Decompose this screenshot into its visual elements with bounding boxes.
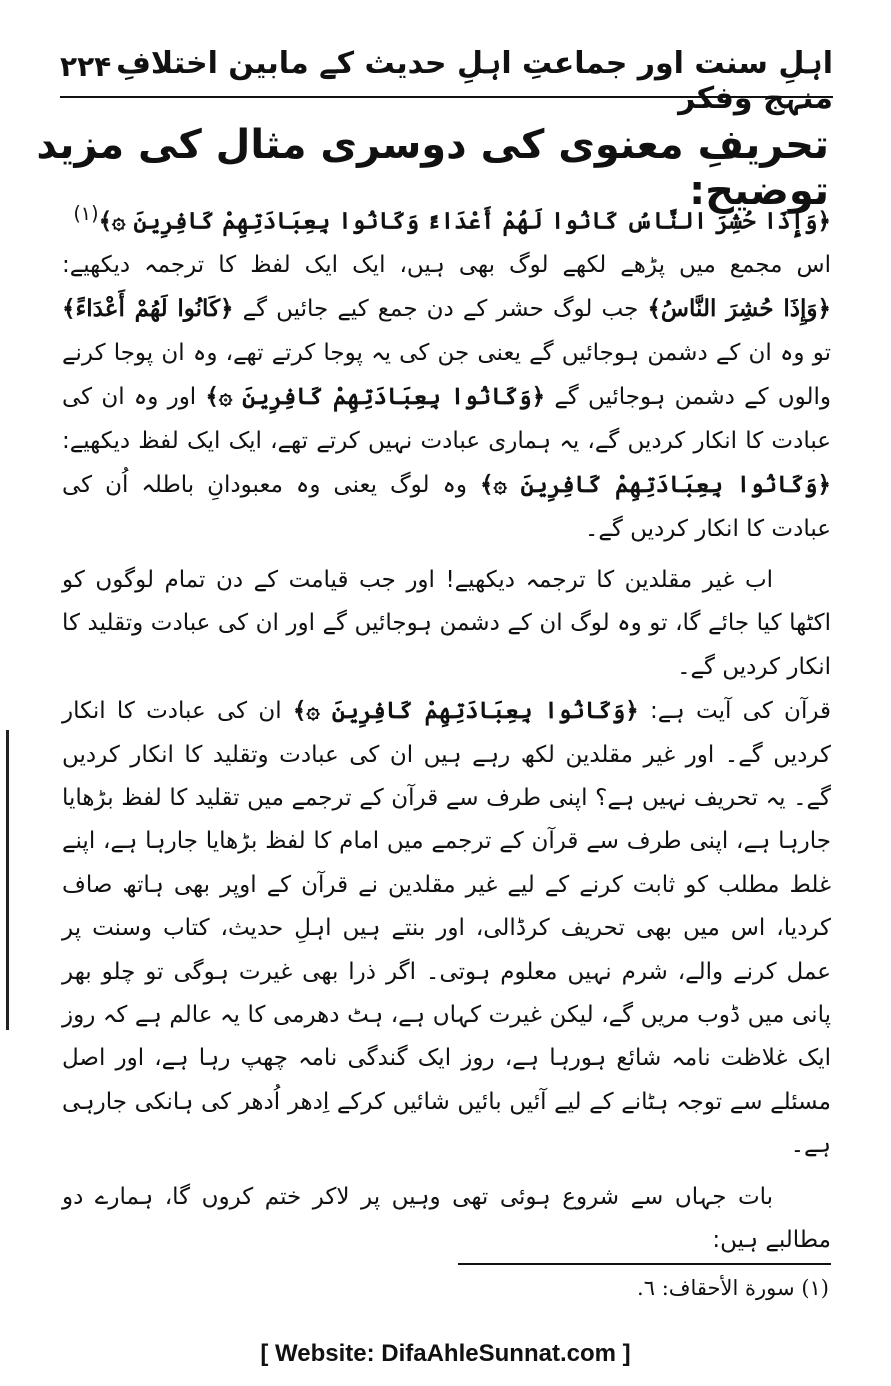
text-segment: جب لوگ حشر کے دن جمع کیے جائیں گے [242, 296, 639, 323]
quran-phrase: ﴿وَكَانُوا بِعِبَادَتِهِمْ كَافِرِينَ ۞﴾ [292, 697, 639, 725]
scan-edge-mark [6, 730, 9, 1030]
running-header [60, 40, 833, 116]
verse-paragraph [62, 192, 831, 244]
quran-verse: ﴿وَإِذَا حُشِرَ النَّاسُ كَانُوا لَهُمْ أَعْدَاءً وَكَانُوا بِعِبَادَتِهِمْ كَافِرِينَ ۞﴾ [98, 207, 831, 235]
footnote-ref: (۱) [73, 202, 99, 225]
page-number: ۲۲۴ [60, 50, 112, 83]
footnote [637, 1276, 829, 1300]
text-segment: اس مجمع میں پڑھے لکھے لوگ بھی ہیں، ایک ایک لفظ کا ترجمہ دیکھیے: [62, 252, 831, 279]
quran-phrase: ﴿وَكَانُوا بِعِبَادَتِهِمْ كَافِرِينَ ۞﴾ [480, 471, 832, 499]
section-heading: تحریفِ معنوی کی دوسری مثال کی مزید توضیح: [36, 122, 829, 214]
text-segment: اور وہ ان کی عبادت کا انکار کردیں گے، یہ ہماری عبادت نہیں کرتے تھے، ایک ایک لفظ دیکھیے: [62, 384, 831, 454]
footnote-text: سورة الأحقاف: ٦. [637, 1276, 795, 1300]
quran-phrase: ﴿وَكَانُوا بِعِبَادَتِهِمْ كَافِرِينَ ۞﴾ [205, 383, 546, 411]
running-title: اہلِ سنت اور جماعتِ اہلِ حدیث کے مابین اختلافِ منہج وفکر [116, 46, 833, 116]
body-text [62, 192, 831, 1262]
footnote-divider [458, 1263, 831, 1265]
text-segment: قرآن کی آیت ہے: [650, 698, 832, 725]
text-segment: ان کی عبادت کا انکار کردیں گے۔ اور غیر مقلدین لکھ رہے ہیں ان کی عبادت وتقلید کا انکار کردیں گے۔ یہ تحریف نہیں ہے؟ اپنی طرف سے قرآن کے ترجمے میں تقلید کا لفظ بڑھایا جارہا ہے، اپنی طرف سے قرآن کے ترجمے میں امام کا لفظ بڑھایا جارہا ہے، اپنے غلط مطلب کو ثابت کرنے کے لیے غیر مقلدین نے قرآن کے اوپر بھی ہاتھ صاف کردیا، اس میں بھی تحریف کرڈالی، اور بنتے ہیں اہلِ حدیث، کتاب وسنت پر عمل کرنے والے، شرم نہیں معلوم ہوتی۔ اگر ذرا بھی غیرت ہوگی تو چلو بھر پانی میں ڈوب مریں گے، لیکن غیرت کہاں ہے، ہٹ دھرمی کا یہ عالم ہے کہ روز ایک غلاظت نامہ شائع ہورہا ہے، روز ایک گندگی نامہ چھپ رہا ہے، اور اصل مسئلے سے توجہ ہٹانے کے لیے آئیں بائیں شائیں کرکے اِدھر اُدھر کی ہانکی جارہی ہے۔ [62, 698, 831, 1159]
paragraph: بات جہاں سے شروع ہوئی تھی وہیں پر لاکر ختم کروں گا، ہمارے دو مطالبے ہیں: [62, 1183, 831, 1253]
paragraph [62, 689, 831, 1167]
quran-phrase: ﴿وَإِذَا حُشِرَ النَّاسُ﴾ [647, 295, 831, 323]
translation-paragraph [62, 244, 831, 551]
paragraph: اب غیر مقلدین کا ترجمہ دیکھیے! اور جب قیامت کے دن تمام لوگوں کو اکٹھا کیا جائے گا، تو وہ لوگ ان کے دشمن ہوجائیں گے اور ان کی عبادت وتقلید کا انکار کردیں گے۔ [62, 566, 831, 680]
text-segment: وہ لوگ یعنی وہ معبودانِ باطلہ اُن کی عبادت کا انکار کردیں گے۔ [62, 472, 831, 542]
quran-phrase: ﴿كَانُوا لَهُمْ أَعْدَاءً﴾ [62, 295, 234, 323]
footnote-marker: (۱) [801, 1276, 829, 1300]
text-segment: تو وہ ان کے دشمن ہوجائیں گے یعنی جن کی یہ پوجا کرتے تھے، وہ ان پوجا کرنے والوں کے دشمن ہوجائیں گے [62, 339, 832, 411]
website-link[interactable]: [ Website: DifaAhleSunnat.com ] [260, 1340, 631, 1367]
